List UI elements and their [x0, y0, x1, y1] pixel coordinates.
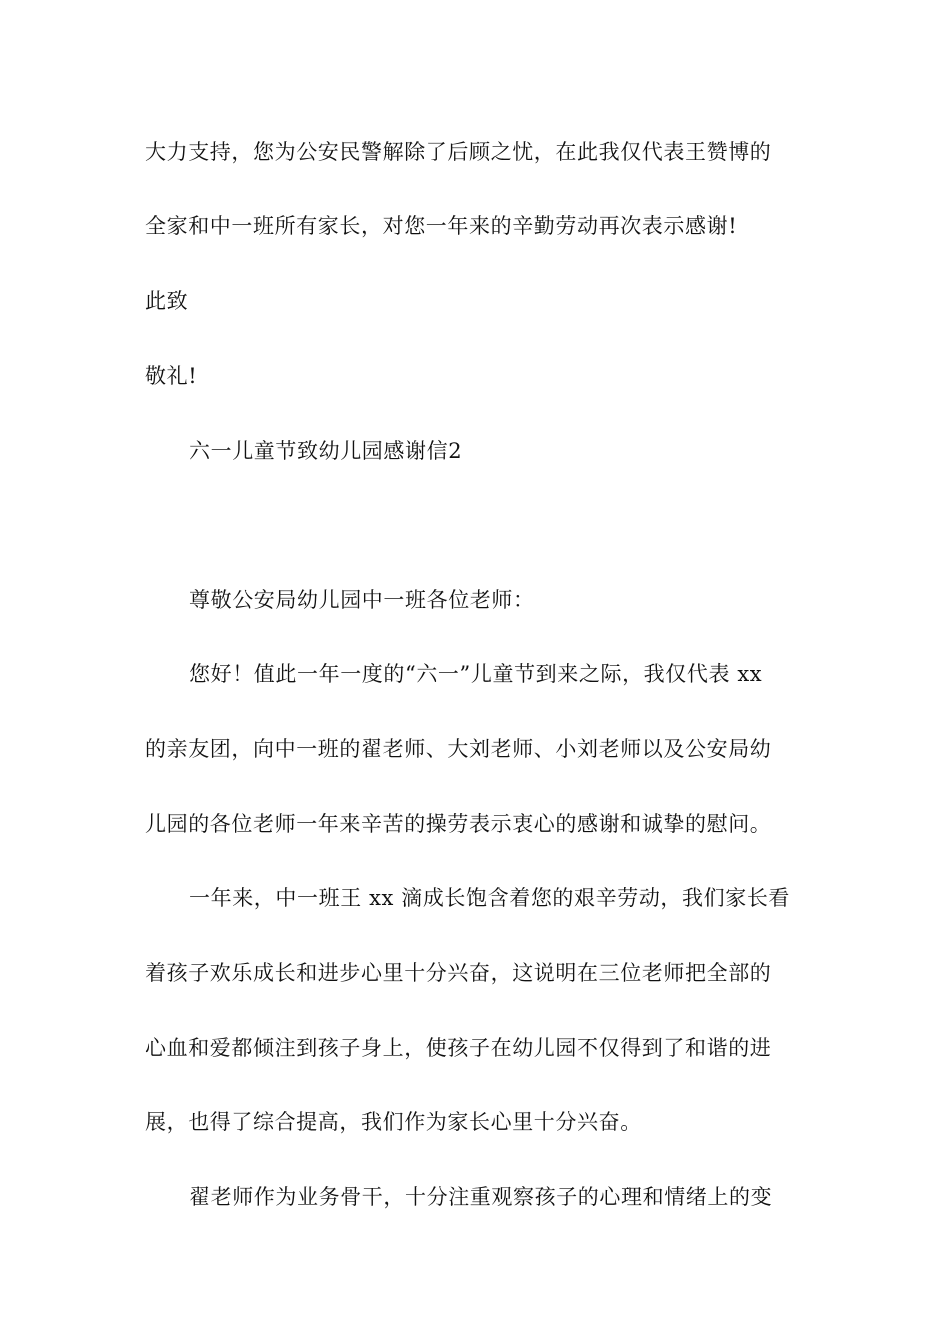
paragraph-line: 一年来，中一班王 xx 滴成长饱含着您的艰辛劳动，我们家长看 — [189, 886, 791, 910]
paragraph-line: 展，也得了综合提高，我们作为家长心里十分兴奋。 — [145, 1110, 642, 1134]
paragraph-line: 翟老师作为业务骨干，十分注重观察孩子的心理和情绪上的变 — [189, 1185, 773, 1209]
paragraph-line: 心血和爱都倾注到孩子身上，使孩子在幼儿园不仅得到了和谐的进 — [145, 1036, 772, 1060]
paragraph-line: 您好！值此一年一度的“六一”儿童节到来之际，我仅代表 xx — [189, 662, 763, 686]
paragraph-line: 着孩子欢乐成长和进步心里十分兴奋，这说明在三位老师把全部的 — [145, 961, 772, 985]
paragraph-line: 的亲友团，向中一班的翟老师、大刘老师、小刘老师以及公安局幼 — [145, 737, 772, 761]
section-heading: 六一儿童节致幼儿园感谢信2 — [189, 439, 463, 463]
closing-regards: 敬礼! — [145, 364, 198, 388]
paragraph-line: 儿园的各位老师一年来辛苦的操劳表示衷心的感谢和诚挚的慰问。 — [145, 812, 772, 836]
paragraph-line: 大力支持，您为公安民警解除了后顾之忧，在此我仅代表王赞博的 — [145, 140, 772, 164]
letter-greeting: 尊敬公安局幼儿园中一班各位老师： — [189, 588, 535, 612]
paragraph-line: 全家和中一班所有家长，对您一年来的辛勤劳动再次表示感谢! — [145, 214, 738, 238]
closing-salutation: 此致 — [145, 289, 189, 313]
